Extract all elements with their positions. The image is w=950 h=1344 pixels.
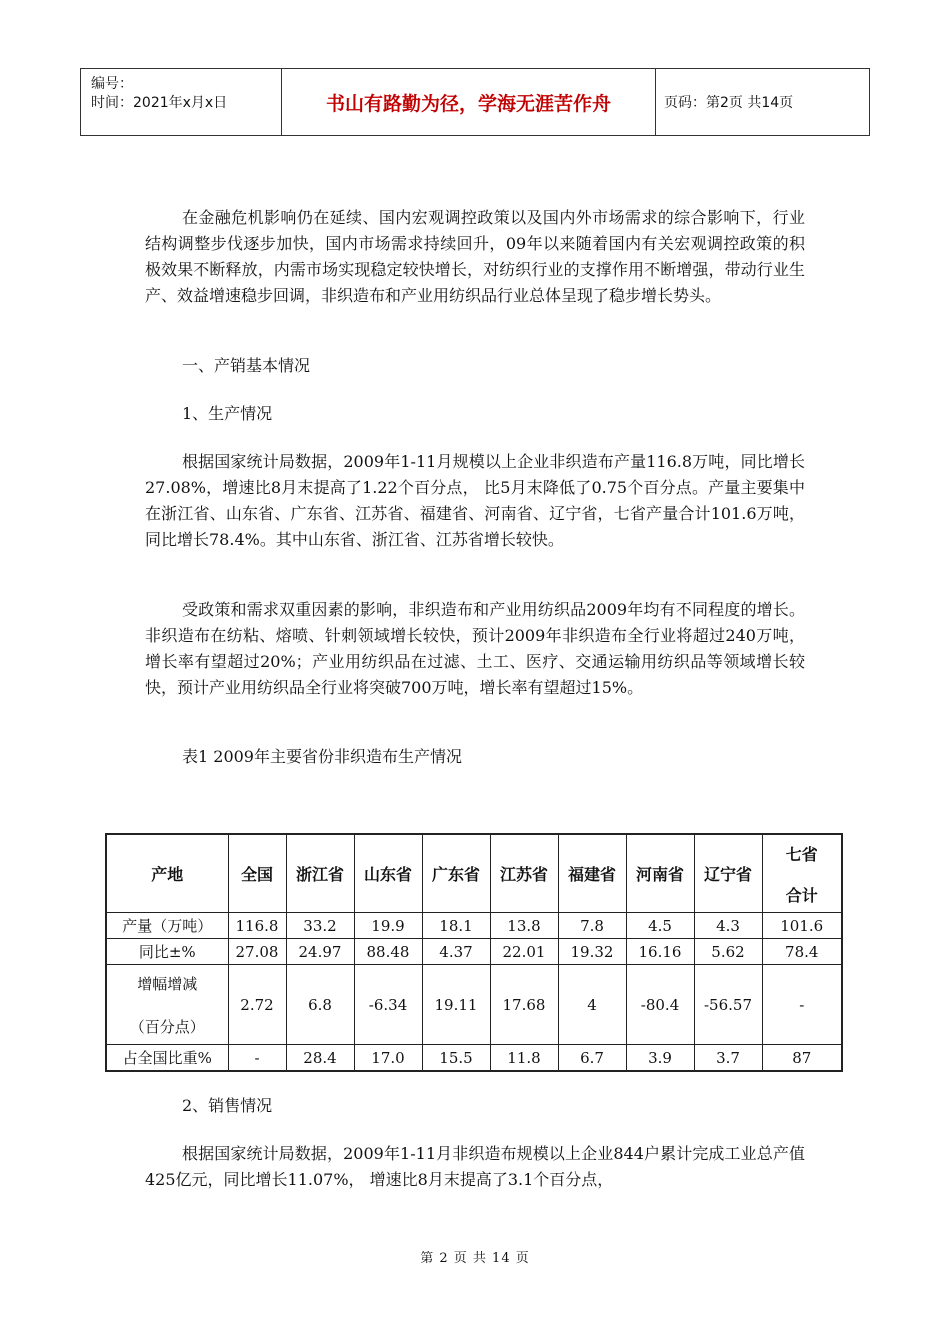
cell: 4.37: [422, 939, 490, 965]
cell: 19.32: [558, 939, 626, 965]
subheading-sales: 2、销售情况: [182, 1096, 273, 1115]
cell: 22.01: [490, 939, 558, 965]
cell: 87: [762, 1045, 842, 1072]
row-label: 产量（万吨）: [106, 913, 228, 939]
table-row-output: [106, 913, 842, 939]
cell: 4.5: [626, 913, 694, 939]
cell: 18.1: [422, 913, 490, 939]
header-motto: 书山有路勤为径，学海无涯苦作舟: [282, 69, 656, 135]
header-cell: 山东省: [354, 834, 422, 913]
cell: 11.8: [490, 1045, 558, 1072]
cell: 116.8: [228, 913, 286, 939]
cell: 28.4: [286, 1045, 354, 1072]
cell: 13.8: [490, 913, 558, 939]
subheading-production: 1、生产情况: [182, 404, 273, 423]
cell: 3.7: [694, 1045, 762, 1072]
time-label: 时间：2021年x月x日: [91, 95, 228, 111]
production-table: [105, 833, 843, 1072]
sales-paragraph: 根据国家统计局数据，2009年1-11月非织造布规模以上企业844户累计完成工业总产值425亿元，同比增长11.07%， 增速比8月末提高了3.1个百分点，: [145, 1144, 805, 1189]
cell: 33.2: [286, 913, 354, 939]
cell: -: [762, 965, 842, 1045]
header-cell: 河南省: [626, 834, 694, 913]
header-meta: [81, 69, 282, 135]
header-cell: 辽宁省: [694, 834, 762, 913]
cell: 5.62: [694, 939, 762, 965]
header-page-label: 页码：第2页 共14页: [664, 95, 794, 111]
header-cell: 全国: [228, 834, 286, 913]
table-row-share: [106, 1045, 842, 1072]
cell: 3.9: [626, 1045, 694, 1072]
cell: 19.9: [354, 913, 422, 939]
cell: 24.97: [286, 939, 354, 965]
table-caption: 表1 2009年主要省份非织造布生产情况: [182, 747, 462, 766]
table-row-growth: [106, 965, 842, 1045]
cell: 27.08: [228, 939, 286, 965]
page-header: [80, 68, 870, 136]
cell: 19.11: [422, 965, 490, 1045]
row-label: 占全国比重%: [106, 1045, 228, 1072]
cell: 16.16: [626, 939, 694, 965]
cell: 4.3: [694, 913, 762, 939]
page-footer: 第 2 页 共 14 页: [420, 1251, 530, 1266]
cell: 88.48: [354, 939, 422, 965]
cell: 4: [558, 965, 626, 1045]
intro-section: [145, 205, 805, 309]
section-heading: 一、产销基本情况: [182, 356, 311, 375]
cell: 17.68: [490, 965, 558, 1045]
cell: 2.72: [228, 965, 286, 1045]
table-row-yoy: [106, 939, 842, 965]
cell: 78.4: [762, 939, 842, 965]
header-cell: 浙江省: [286, 834, 354, 913]
row-label: 同比±%: [106, 939, 228, 965]
cell: 6.8: [286, 965, 354, 1045]
header-cell: 福建省: [558, 834, 626, 913]
cell: 101.6: [762, 913, 842, 939]
policy-paragraph: 受政策和需求双重因素的影响，非织造布和产业用纺织品2009年均有不同程度的增长。非织造布在纺粘、熔喷、针刺领域增长较快，预计2009年非织造布全行业将超过240万吨，增长率有望超过20%；产业用纺织品在过滤、土工、医疗、交通运输用纺织品等领域增长较快，预计产业用纺织品全行业将突破700万吨，增长率有望超过15%。: [145, 600, 805, 697]
header-cell: 产地: [106, 834, 228, 913]
cell: 6.7: [558, 1045, 626, 1072]
cell: -56.57: [694, 965, 762, 1045]
header-cell: 广东省: [422, 834, 490, 913]
cell: -80.4: [626, 965, 694, 1045]
header-cell-total: 七省 合计: [762, 834, 842, 913]
intro-paragraph: 在金融危机影响仍在延续、国内宏观调控政策以及国内外市场需求的综合影响下，行业结构调整步伐逐步加快，国内市场需求持续回升，09年以来随着国内有关宏观调控政策的积极效果不断释放，内需市场实现稳定较快增长，对纺织行业的支撑作用不断增强，带动行业生产、效益增速稳步回调，非织造布和产业用纺织品行业总体呈现了稳步增长势头。: [145, 208, 805, 305]
table-header-row: [106, 834, 842, 913]
cell: -6.34: [354, 965, 422, 1045]
cell: 7.8: [558, 913, 626, 939]
number-label: 编号：: [91, 76, 133, 92]
cell: 17.0: [354, 1045, 422, 1072]
cell: 15.5: [422, 1045, 490, 1072]
production-paragraph: 根据国家统计局数据，2009年1-11月规模以上企业非织造布产量116.8万吨，同比增长27.08%，增速比8月末提高了1.22个百分点， 比5月末降低了0.75个百分点。产量主要集中在浙江省、山东省、广东省、江苏省、福建省、河南省、辽宁省，七省产量合计101.6万吨，同比增长78.4%。其中山东省、浙江省、江苏省增长较快。: [145, 452, 805, 549]
header-cell: 江苏省: [490, 834, 558, 913]
row-label: 增幅增减 （百分点）: [106, 965, 228, 1045]
cell: -: [228, 1045, 286, 1072]
